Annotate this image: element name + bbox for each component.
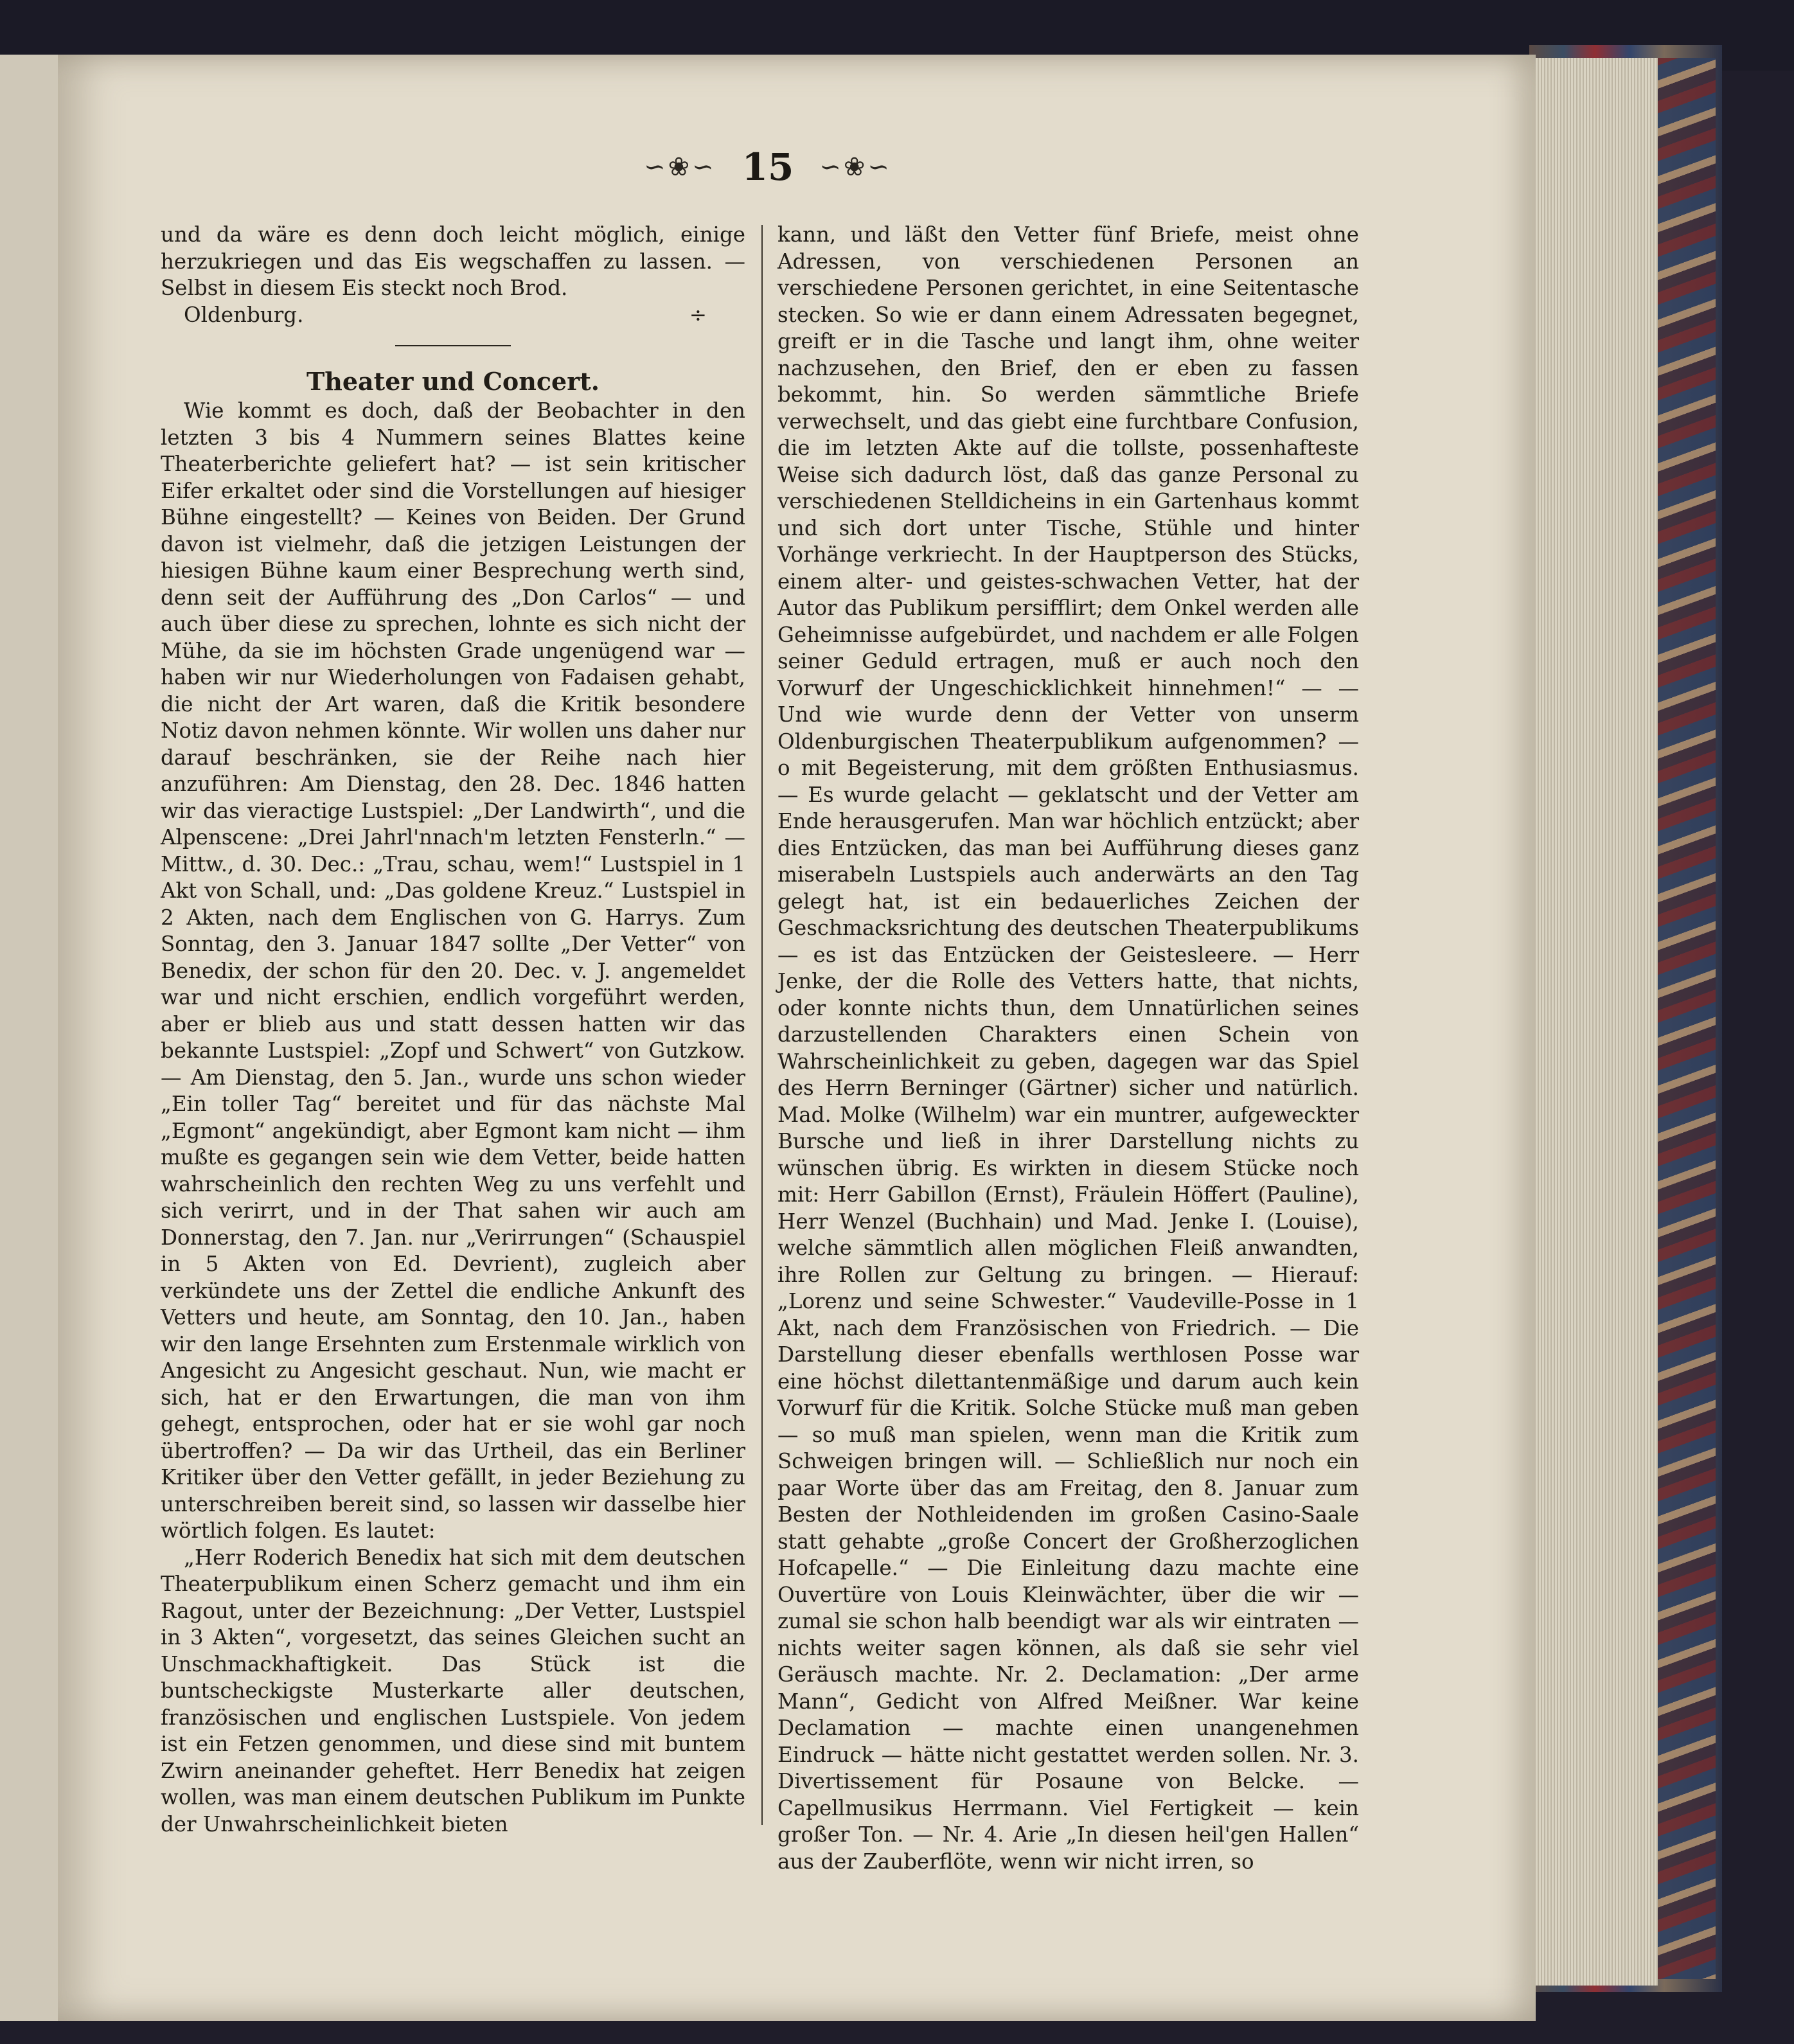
- intro-text: und da wäre es denn doch leicht möglich, einige herzukriegen und das Eis wegschaffen zu lassen. — Selbst in diesem Eis steckt noch Brod.: [161, 222, 745, 300]
- article-paragraph: kann, und läßt den Vetter fünf Briefe, meist ohne Adressen, von verschiedenen Personen an verschiedene Personen gerichtet, in eine Seitentasche stecken. So wie er dann einem Adressaten begegnet, greift er in die Tasche und langt ihm, ohne weiter nachzusehen, den Brief, den er eben zu fassen bekommt, hin. So werden sämmtliche Briefe verwechselt, und das giebt eine furchtbare Confusion, die im letzten Akte auf die tollste, possenhafteste Weise sich dadurch löst, daß das ganze Personal zu verschiedenen Stelldicheins in ein Gartenhaus kommt und sich dort unter Tische, Stühle und hinter Vorhänge verkriecht. In der Hauptperson des Stücks, einem alter- und geistes-schwachen Vetter, hat der Autor das Publikum persifflirt; dem Onkel werden alle Geheimnisse aufgebürdet, und nachdem er alle Folgen seiner Geduld ertragen, muß er auch noch den Vorwurf der Ungeschicklichkeit hinnehmen!“ — — Und wie wurde denn der Vetter von unserm Oldenburgischen Theaterpublikum aufgenommen? — o mit Begeisterung, mit dem größten Enthusiasmus. — Es wurde gelacht — geklatscht und der Vetter am Ende herausgerufen. Man war höchlich entzückt; aber dies Entzücken, das man bei Aufführung dieses ganz miserabeln Lustspiels auch anderwärts an den Tag gelegt hat, ist ein bedauerliches Zeichen der Geschmacksrichtung des deutschen Theaterpublikums — es ist das Entzücken der Geistesleere. — Herr Jenke, der die Rolle des Vetters hatte, that nichts, oder konnte nichts thun, dem Unnatürlichen seines darzustellenden Charakters einen Schein von Wahrscheinlichkeit zu geben, dagegen war das Spiel des Herrn Berninger (Gärtner) sicher und natürlich. Mad. Molke (Wilhelm) war ein muntrer, aufgeweckter Bursche und ließ in ihrer Darstellung nichts zu wünschen übrig. Es wirkten in diesem Stücke noch mit: Herr Gabillon (Ernst), Fräulein Höffert (Pauline), Herr Wenzel (Buchhain) und Mad. Jenke I. (Louise), welche sämmtlich allen möglichen Fleiß anwandten, ihre Rollen zur Geltung zu bringen. — Hierauf: „Lorenz und seine Schwester.“ Vaudeville-Posse in 1 Akt, nach dem Französischen von Friedrich. — Die Darstellung dieser ebenfalls werthlosen Posse war eine höchst dilettantenmäßige und darum auch kein Vorwurf für die Kritik. Solche Stücke muß man geben — so muß man spielen, wenn man die Kritik zum Schweigen bringen will. — Schließlich nur noch ein paar Worte über das am Freitag, den 8. Januar zum Besten der Nothleidenden im großen Casino-Saale statt gehabte „große Concert der Großherzoglichen Hofcapelle.“ — Die Einleitung dazu machte eine Ouvertüre von Louis Kleinwächter, über die wir — zumal sie schon halb beendigt war als wir eintraten — nichts weiter sagen können, als daß sie sehr viel Geräusch machte. Nr. 2. Declamation: „Der arme Mann“, Gedicht von Alfred Meißner. War keine Declamation — machte einen unangenehmen Eindruck — hätte nicht gestattet werden sollen. Nr. 3. Divertissement für Posaune von Belcke. — Capellmusikus Herrmann. Viel Fertigkeit — kein großer Ton. — Nr. 4. Arie „In diesen heil'gen Hallen“ aus der Zauberflöte, wenn wir nicht irren, so: [777, 222, 1359, 1874]
- place-line: [161, 302, 745, 329]
- column-divider: [761, 225, 763, 1825]
- place-mark: ÷: [689, 302, 707, 327]
- page-number: 15: [742, 145, 794, 189]
- section-title: Theater und Concert.: [306, 367, 600, 396]
- facing-page-edge: [0, 55, 64, 2021]
- article-paragraph: „Herr Roderich Benedix hat sich mit dem deutschen Theaterpublikum einen Scherz gemacht und ihm ein Ragout, unter der Bezeichnung: „Der Vetter, Lustspiel in 3 Akten“, vorgesetzt, das seines Gleichen sucht an Unschmackhaftigkeit. Das Stück ist die buntscheckigste Musterkarte aller deutschen, französischen und englischen Lustspiele. Von jedem ist ein Fetzen genommen, und diese sind mit buntem Zwirn aneinander geheftet. Herr Benedix hat zeigen wollen, was man einem deutschen Publikum im Punkte der Unwahrscheinlichkeit bieten: [161, 1545, 745, 1836]
- section-divider: [395, 345, 511, 346]
- right-ornament-icon: ∽❀∽: [819, 152, 892, 182]
- page-header: [617, 145, 919, 189]
- place-name: Oldenburg.: [184, 302, 304, 327]
- article-paragraph: Wie kommt es doch, daß der Beobachter in den letzten 3 bis 4 Nummern seines Blattes keine Theaterberichte geliefert hat? — ist sein kritischer Eifer erkaltet oder sind die Vorstellungen auf hiesiger Bühne eingestellt? — Keines von Beiden. Der Grund davon ist vielmehr, daß die jetzigen Leistungen der hiesigen Bühne kaum einer Besprechung werth sind, denn seit der Aufführung des „Don Carlos“ — und auch über diese zu sprechen, lohnte es sich nicht der Mühe, da sie im höchsten Grade ungenügend war — haben wir nur Wiederholungen von Fadaisen gehabt, die nicht der Art waren, daß die Kritik besondere Notiz davon nehmen könnte. Wir wollen uns daher nur darauf beschränken, sie der Reihe nach hier anzuführen: Am Dienstag, den 28. Dec. 1846 hatten wir das vieractige Lustspiel: „Der Landwirth“, und die Alpenscene: „Drei Jahrl'nnach'm letzten Fensterln.“ — Mittw., d. 30. Dec.: „Trau, schau, wem!“ Lustspiel in 1 Akt von Schall, und: „Das goldene Kreuz.“ Lustspiel in 2 Akten, nach dem Englischen von G. Harrys. Zum Sonntag, den 3. Januar 1847 sollte „Der Vetter“ von Benedix, der schon für den 20. Dec. v. J. angemeldet war und nicht erschien, endlich vorgeführt werden, aber er blieb aus und statt dessen hatten wir das bekannte Lustspiel: „Zopf und Schwert“ von Gutzkow. — Am Dienstag, den 5. Jan., wurde uns schon wieder „Ein toller Tag“ bereitet und für das nächste Mal „Egmont“ angekündigt, aber Egmont kam nicht — ihm mußte es gegangen sein wie dem Vetter, beide hatten wahrscheinlich den rechten Weg zu uns verfehlt und sich verirrt, und in der That sahen wir auch am Donnerstag, den 7. Jan. nur „Verirrungen“ (Schauspiel in 5 Akten von Ed. Devrient), zugleich aber verkündete uns der Zettel die endliche Ankunft des Vetters und heute, am Sonntag, den 10. Jan., haben wir den lange Ersehnten zum Erstenmale wirklich von Angesicht zu Angesicht geschaut. Nun, wie macht er sich, hat er den Erwartungen, die man von ihm gehegt, entsprochen, oder hat er sie wohl gar noch übertroffen? — Da wir das Urtheil, das ein Berliner Kritiker über den Vetter gefällt, in jeder Beziehung zu unterschreiben bereit sind, so lassen wir dasselbe hier wörtlich folgen. Es lautet:: [161, 398, 745, 1543]
- page-edges: [1529, 58, 1658, 1986]
- left-column: [161, 222, 745, 1838]
- right-column: [777, 222, 1359, 1875]
- left-ornament-icon: ∽❀∽: [644, 152, 716, 182]
